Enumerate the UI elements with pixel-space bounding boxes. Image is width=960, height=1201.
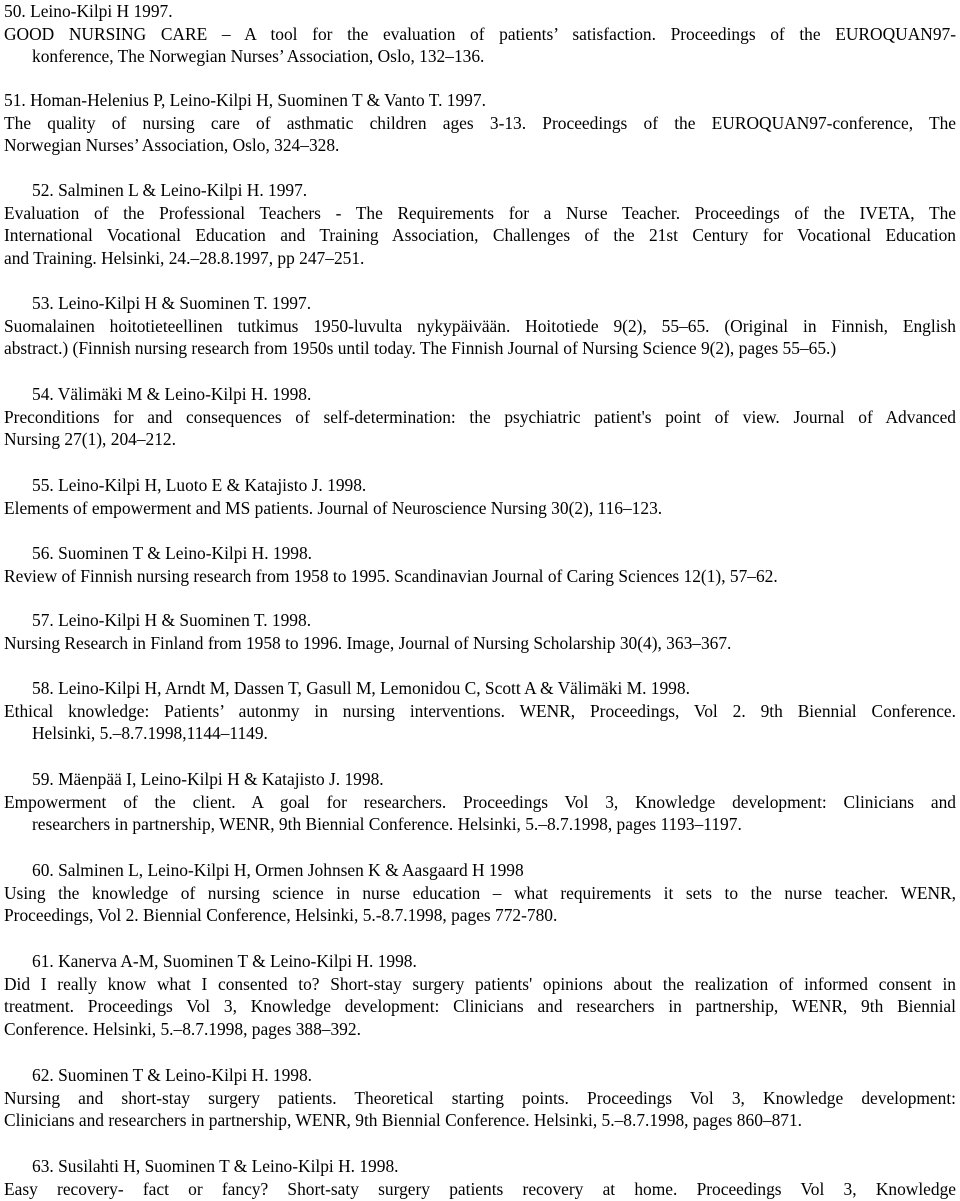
reference-heading: 62. Suominen T & Leino-Kilpi H. 1998. [32,1065,313,1085]
reference-entry [4,383,956,451]
reference-entry [4,0,956,68]
reference-text-line: Suomalainen hoitotieteellinen tutkimus 1950-luvulta nykypäivään. Hoitotiede 9(2), 55–65. (Original in Finnish, English [4,315,956,336]
reference-text-line: Elements of empowerment and MS patients. Journal of Neuroscience Nursing 30(2), 116–123. [4,497,663,518]
reference-text-line: The quality of nursing care of asthmatic children ages 3-13. Proceedings of the EUROQUAN97-conference, The [4,112,956,133]
reference-text-line: Helsinki, 5.–8.7.1998,1144–1149. [32,723,268,744]
reference-entry [4,609,956,654]
reference-heading: 54. Välimäki M & Leino-Kilpi H. 1998. [32,384,312,404]
reference-text-line: Ethical knowledge: Patients’ autonmy in nursing interventions. WENR, Proceedings, Vol 2. 9th Biennial Conference. [4,700,956,721]
reference-text-line: Review of Finnish nursing research from 1958 to 1995. Scandinavian Journal of Caring Sciences 12(1), 57–62. [4,565,778,586]
reference-heading: 55. Leino-Kilpi H, Luoto E & Katajisto J. 1998. [32,475,367,495]
reference-entry [4,292,956,360]
reference-text-line: Proceedings, Vol 2. Biennial Conference, Helsinki, 5.-8.7.1998, pages 772-780. [4,905,558,926]
reference-text-line: Evaluation of the Professional Teachers - The Requirements for a Nurse Teacher. Proceedings of the IVETA, The [4,202,956,223]
reference-text-line: Norwegian Nurses’ Association, Oslo, 324–328. [4,135,340,156]
reference-text-line: Using the knowledge of nursing science in nurse education – what requirements it sets to the nurse teacher. WENR, [4,882,956,903]
reference-text-line: Clinicians and researchers in partnership, WENR, 9th Biennial Conference. Helsinki, 5.–8.7.1998, pages 860–871. [4,1110,803,1131]
reference-entry [4,859,956,927]
reference-entry [4,542,956,587]
reference-heading: 52. Salminen L & Leino-Kilpi H. 1997. [32,180,308,200]
reference-text-line: Nursing 27(1), 204–212. [4,429,176,450]
reference-text-line: International Vocational Education and Training Association, Challenges of the 21st Century for Vocational Education [4,225,956,246]
reference-text-line: Preconditions for and consequences of self-determination: the psychiatric patient's point of view. Journal of Advanced [4,406,956,427]
reference-text-line: Empowerment of the client. A goal for researchers. Proceedings Vol 3, Knowledge development: Clinicians and [4,791,956,812]
reference-entry [4,950,956,1040]
reference-heading: 56. Suominen T & Leino-Kilpi H. 1998. [32,543,313,563]
reference-heading: 63. Susilahti H, Suominen T & Leino-Kilpi H. 1998. [32,1156,399,1176]
reference-text-line: GOOD NURSING CARE – A tool for the evaluation of patients’ satisfaction. Proceedings of the EUROQUAN97- [4,23,956,44]
reference-text-line: Nursing Research in Finland from 1958 to 1996. Image, Journal of Nursing Scholarship 30(4), 363–367. [4,632,732,653]
reference-heading: 50. Leino-Kilpi H 1997. [4,1,173,21]
reference-text-line: and Training. Helsinki, 24.–28.8.1997, pp 247–251. [4,247,365,268]
reference-entry [4,677,956,745]
reference-entry [4,474,956,519]
reference-heading: 53. Leino-Kilpi H & Suominen T. 1997. [32,293,312,313]
reference-text-line: konference, The Norwegian Nurses’ Association, Oslo, 132–136. [32,46,485,67]
reference-entry [4,1155,956,1200]
reference-text-line: treatment. Proceedings Vol 3, Knowledge development: Clinicians and researchers in partnership, WENR, 9th Biennial [4,996,956,1017]
reference-heading: 51. Homan-Helenius P, Leino-Kilpi H, Suominen T & Vanto T. 1997. [4,90,486,110]
reference-text-line: abstract.) (Finnish nursing research from 1950s until today. The Finnish Journal of Nursing Science 9(2), pages 55–65.) [4,338,837,359]
reference-heading: 60. Salminen L, Leino-Kilpi H, Ormen Johnsen K & Aasgaard H 1998 [32,860,524,880]
reference-text-line: Conference. Helsinki, 5.–8.7.1998, pages 388–392. [4,1018,361,1039]
reference-text-line: researchers in partnership, WENR, 9th Biennial Conference. Helsinki, 5.–8.7.1998, pages 1193–1197. [32,814,742,835]
reference-text-line: Did I really know what I consented to? Short-stay surgery patients' opinions about the realization of informed consent in [4,973,956,994]
reference-entry [4,89,956,157]
reference-heading: 57. Leino-Kilpi H & Suominen T. 1998. [32,610,312,630]
reference-entry [4,1064,956,1132]
reference-heading: 59. Mäenpää I, Leino-Kilpi H & Katajisto J. 1998. [32,769,384,789]
reference-entry [4,179,956,269]
reference-text-line: Nursing and short-stay surgery patients. Theoretical starting points. Proceedings Vol 3, Knowledge development: [4,1087,956,1108]
reference-heading: 61. Kanerva A-M, Suominen T & Leino-Kilpi H. 1998. [32,951,417,971]
reference-heading: 58. Leino-Kilpi H, Arndt M, Dassen T, Gasull M, Lemonidou C, Scott A & Välimäki M. 1998. [32,678,690,698]
reference-entry [4,768,956,836]
reference-text-line: Easy recovery- fact or fancy? Short-saty surgery patients recovery at home. Proceedings Vol 3, Knowledge [4,1178,956,1199]
